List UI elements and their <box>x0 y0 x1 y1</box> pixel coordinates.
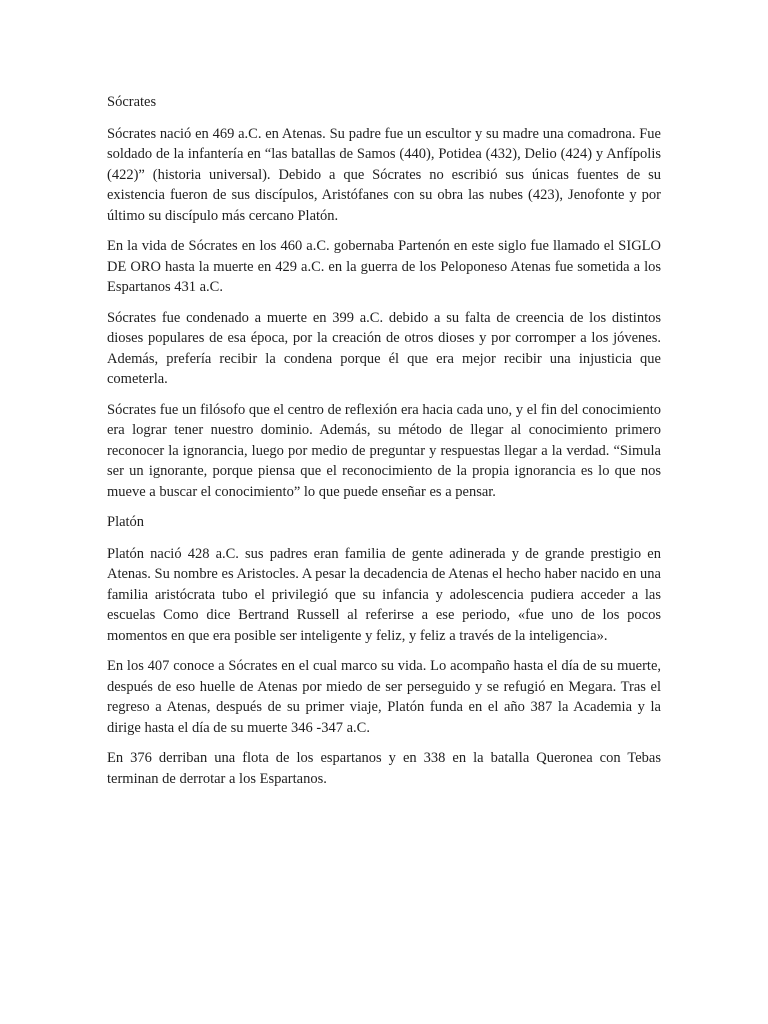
section-heading-socrates: Sócrates <box>107 94 157 110</box>
paragraph: En la vida de Sócrates en los 460 a.C. gobernaba Partenón en este siglo fue llamado el SIGLO DE ORO hasta la muerte en 429 a.C. en la guerra de los Peloponeso Atenas fue sometida a los Espartanos 431 a.C. <box>107 238 661 295</box>
paragraph: Sócrates fue condenado a muerte en 399 a.C. debido a su falta de creencia de los distintos dioses populares de esa época, por la creación de otros dioses y por corromper a los jóvenes. Además, prefería recibir la condena porque él que era mejor recibir una injusticia que cometerla. <box>107 309 661 387</box>
paragraph: Platón nació 428 a.C. sus padres eran familia de gente adinerada y de grande prestigio en Atenas. Su nombre es Aristocles. A pesar la decadencia de Atenas el hecho haber nacido en una familia aristócrata tubo el privilegió que su infancia y adolescencia pudiera acceder a las escuelas Como dice Bertrand Russell al referirse a ese periodo, «fue uno de los pocos momentos en que era posible ser inteligente y feliz, y feliz a través de la inteligencia». <box>107 545 661 644</box>
paragraph: En 376 derriban una flota de los espartanos y en 338 en la batalla Queronea con Tebas terminan de derrotar a los Espartanos. <box>107 750 661 787</box>
section-heading-platon: Platón <box>107 514 145 530</box>
section-socrates <box>107 92 661 502</box>
document-page <box>107 92 661 799</box>
section-platon <box>107 512 661 789</box>
paragraph: En los 407 conoce a Sócrates en el cual marco su vida. Lo acompaño hasta el día de su muerte, después de eso huelle de Atenas por miedo de ser perseguido y se refugió en Megara. Tras el regreso a Atenas, después de su primer viaje, Platón funda en el año 387 la Academia y la dirige hasta el día de su muerte 346 -347 a.C. <box>107 658 661 736</box>
paragraph: Sócrates fue un filósofo que el centro de reflexión era hacia cada uno, y el fin del conocimiento era lograr tener nuestro dominio. Además, su método de llegar al conocimiento primero reconocer la ignorancia, luego por medio de preguntar y respuestas llegar a la verdad. “Simula ser un ignorante, porque piensa que el reconocimiento de la propia ignorancia es lo que nos mueve a buscar el conocimiento” lo que puede enseñar es a pensar. <box>107 401 661 500</box>
paragraph: Sócrates nació en 469 a.C. en Atenas. Su padre fue un escultor y su madre una comadrona. Fue soldado de la infantería en “las batallas de Samos (440), Potidea (432), Delio (424) y Anfípolis (422)” (historia universal). Debido a que Sócrates no escribió sus únicas fuentes de su existencia fueron de sus discípulos, Aristófanes con su obra las nubes (423), Jenofonte y por último su discípulo más cercano Platón. <box>107 125 661 224</box>
